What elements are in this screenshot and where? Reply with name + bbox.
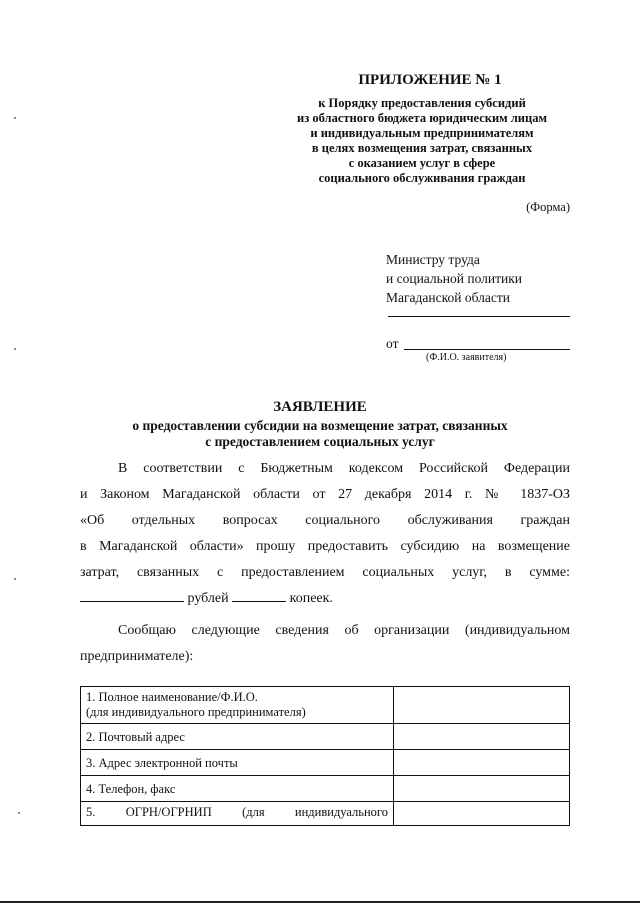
annex-title: ПРИЛОЖЕНИЕ № 1 — [358, 72, 502, 88]
statement-subtitle-line: о предоставлении субсидии на возмещение затрат, связанных — [132, 418, 508, 433]
statement-title: ЗАЯВЛЕНИЕ — [273, 399, 367, 415]
addressee-block — [386, 250, 522, 307]
paragraph-line: в Магаданской области» прошу предоставить субсидию на возмещение — [80, 539, 570, 554]
table-cell-label — [81, 802, 394, 826]
scan-dot — [18, 812, 20, 814]
rubles-field[interactable] — [80, 587, 184, 602]
scan-dot — [14, 117, 16, 119]
table-cell-label — [81, 750, 394, 776]
paragraph-line: Сообщаю следующие сведения об организации (индивидуальном — [118, 623, 570, 638]
annex-line: из областного бюджета юридическим лицам — [297, 111, 547, 125]
paragraph-line: предпринимателе): — [80, 649, 194, 664]
table-cell-label — [81, 776, 394, 802]
addressee-blank-line[interactable] — [388, 316, 570, 317]
form-label: (Форма) — [526, 200, 570, 214]
annex-line: с оказанием услуг в сфере — [348, 156, 496, 170]
page-bottom-edge — [0, 901, 640, 903]
table-row — [81, 687, 570, 724]
table-cell-value[interactable] — [394, 776, 570, 802]
table-row — [81, 802, 570, 826]
row-label-note: (для индивидуального предпринимателя) — [86, 705, 306, 719]
addressee-line: и социальной политики — [386, 271, 523, 286]
amount-line — [80, 586, 570, 612]
row-label: 2. Почтовый адрес — [86, 730, 185, 744]
table-cell-value[interactable] — [394, 750, 570, 776]
table-cell-label — [81, 724, 394, 750]
paragraph-line: затрат, связанных с предоставлением социальных услуг, в сумме: — [80, 565, 570, 580]
statement-subtitle-line: с предоставлением социальных услуг — [205, 434, 435, 449]
annex-subtitle — [262, 96, 582, 186]
table-cell-value[interactable] — [394, 802, 570, 826]
row-label: 1. Полное наименование/Ф.И.О. — [86, 690, 258, 704]
kopecks-label: копеек. — [289, 591, 333, 606]
scan-dot — [14, 348, 16, 350]
annex-line: в целях возмещения затрат, связанных — [311, 141, 533, 155]
paragraph-line: и Законом Магаданской области от 27 декабря 2014 г. № 1837-ОЗ — [80, 487, 570, 502]
paragraph-line: «Об отдельных вопросах социального обслуживания граждан — [80, 513, 570, 528]
table-row — [81, 776, 570, 802]
from-label: от — [386, 336, 399, 351]
table-row — [81, 750, 570, 776]
paragraph-line: В соответствии с Бюджетным кодексом Российской Федерации — [118, 461, 570, 476]
body-paragraph-2 — [80, 618, 570, 670]
body-paragraph-1 — [80, 456, 570, 612]
organization-info-table — [80, 686, 570, 826]
annex-line: к Порядку предоставления субсидий — [318, 96, 526, 110]
statement-subtitle — [80, 418, 560, 450]
annex-line: и индивидуальным предпринимателям — [310, 126, 534, 140]
table-cell-value[interactable] — [394, 724, 570, 750]
row-label: 3. Адрес электронной почты — [86, 756, 238, 770]
row-label: 5. ОГРН/ОГРНИП (для индивидуального — [86, 805, 388, 819]
applicant-name-field[interactable] — [404, 349, 570, 350]
fio-caption: (Ф.И.О. заявителя) — [426, 352, 507, 363]
rubles-label: рублей — [187, 591, 229, 606]
scan-dot — [14, 578, 16, 580]
addressee-line: Министру труда — [386, 252, 480, 267]
table-row — [81, 724, 570, 750]
kopecks-field[interactable] — [232, 587, 286, 602]
table-cell-value[interactable] — [394, 687, 570, 724]
table-cell-label — [81, 687, 394, 724]
row-label: 4. Телефон, факс — [86, 782, 176, 796]
annex-line: социального обслуживания граждан — [318, 171, 526, 185]
addressee-line: Магаданской области — [386, 290, 510, 305]
